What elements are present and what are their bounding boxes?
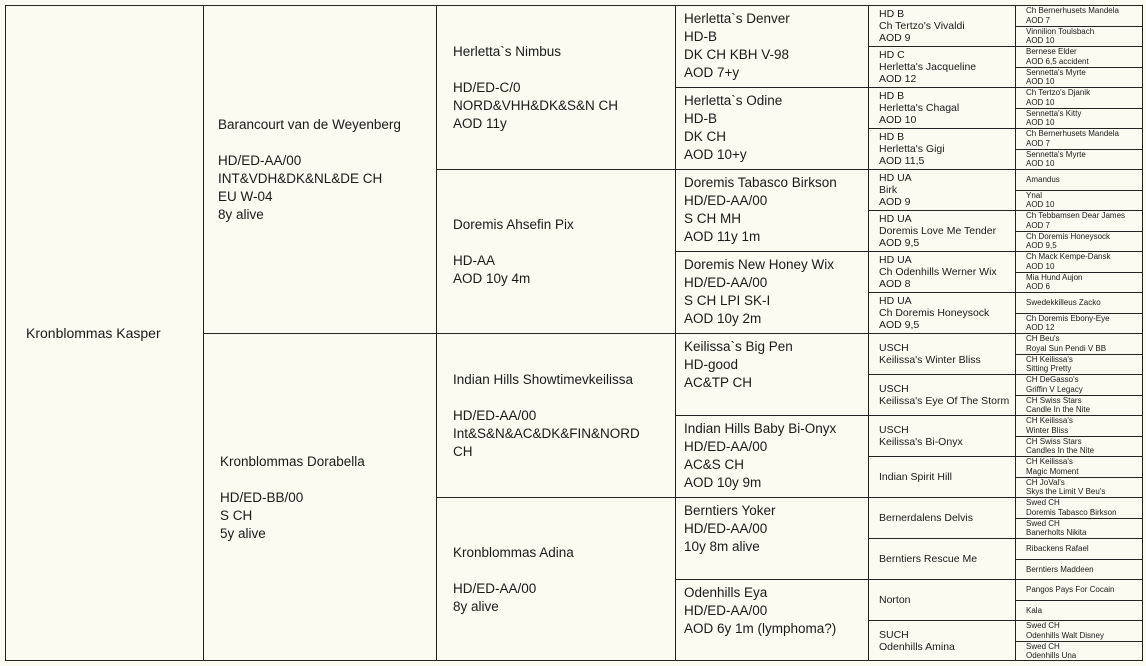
gen5-ancestor-cell: [868, 128, 1015, 169]
gen5-ancestor-text: HD B Herletta's Chagal AOD 10: [879, 90, 960, 126]
gen6-ancestor-cell: [1015, 26, 1143, 47]
gen6-ancestor-cell: [1015, 5, 1143, 26]
dam-info: HD/ED-BB/00 S CH 5y alive: [220, 489, 304, 541]
great-grandparent-cell: [675, 579, 868, 661]
great-grandparent-text: Doremis New Honey Wix HD/ED-AA/00 S CH LPI SK-I AOD 10y 2m: [684, 257, 835, 326]
great-grandparent-cell: [675, 169, 868, 251]
gen6-ancestor-text: Kala: [1026, 605, 1043, 615]
gen5-ancestor-cell: [868, 497, 1015, 538]
gen6-ancestor-cell: [1015, 292, 1143, 313]
gen6-ancestor-cell: [1015, 579, 1143, 600]
grandparent-cell: [436, 169, 675, 333]
gen5-ancestor-text: USCH Keilissa's Winter Bliss: [879, 342, 981, 366]
sire-cell: [203, 5, 436, 333]
great-grandparent-text: Keilissa`s Big Pen HD-good AC&TP CH: [684, 339, 793, 390]
gen6-ancestor-text: Swed CH Banerholts Nikita: [1026, 518, 1087, 538]
gen5-ancestor-cell: [868, 87, 1015, 128]
gen6-ancestor-cell: [1015, 497, 1143, 518]
gen5-ancestor-text: Bernerdalens Delvis: [879, 512, 973, 524]
gen6-ancestor-cell: [1015, 231, 1143, 252]
gen6-ancestor-text: Sennetta's Myrte AOD 10: [1026, 149, 1086, 169]
gen6-ancestor-text: CH Keilissa's Sitting Pretty: [1026, 354, 1073, 374]
gen5-ancestor-cell: [868, 415, 1015, 456]
gen6-ancestor-cell: [1015, 641, 1143, 662]
gen6-ancestor-cell: [1015, 190, 1143, 211]
gen6-ancestor-text: Pangos Pays For Cocain: [1026, 585, 1115, 594]
gen5-ancestor-text: USCH Keilissa's Eye Of The Storm: [879, 383, 1010, 407]
gen6-ancestor-text: CH JoVal's Skys the Limit V Beu's: [1026, 477, 1106, 497]
sire-info: HD/ED-AA/00 INT&VDH&DK&NL&DE CH EU W-04 8y alive: [218, 152, 383, 222]
gen6-ancestor-text: Swed CH Odenhills Una: [1026, 641, 1077, 661]
gen5-ancestor-text: Berntiers Rescue Me: [879, 553, 978, 565]
gen6-ancestor-text: Ch Doremis Honeysock AOD 9,5: [1026, 231, 1111, 251]
gen5-ancestor-text: HD UA Ch Odenhills Werner Wix AOD 8: [879, 254, 997, 290]
gen6-ancestor-text: Swed CH Odenhills Walt Disney: [1026, 621, 1104, 640]
gen5-ancestor-text: Norton: [879, 594, 911, 606]
gen5-ancestor-text: HD C Herletta's Jacqueline AOD 12: [879, 49, 977, 85]
gen5-ancestor-text: SUCH Odenhills Amina: [879, 629, 955, 653]
gen6-ancestor-cell: [1015, 67, 1143, 88]
gen6-ancestor-cell: [1015, 251, 1143, 272]
gen5-ancestor-text: Indian Spirit Hill: [879, 471, 952, 483]
gen5-ancestor-cell: [868, 5, 1015, 46]
great-grandparent-cell: [675, 333, 868, 415]
gen5-ancestor-cell: [868, 538, 1015, 579]
sire-name: Barancourt van de Weyenberg: [218, 116, 401, 132]
gen5-ancestor-cell: [868, 169, 1015, 210]
gen6-ancestor-text: CH Keilissa's Winter Bliss: [1026, 416, 1073, 435]
gen5-ancestor-text: USCH Keilissa's Bi-Onyx: [879, 424, 963, 448]
great-grandparent-text: Odenhills Eya HD/ED-AA/00 AOD 6y 1m (lymphoma?): [684, 585, 837, 636]
great-grandparent-text: Herletta`s Odine HD-B DK CH AOD 10+y: [684, 93, 783, 162]
gen6-ancestor-cell: [1015, 272, 1143, 293]
great-grandparent-text: Herletta`s Denver HD-B DK CH KBH V-98 AOD 7+y: [684, 11, 790, 80]
gen6-ancestor-cell: [1015, 149, 1143, 170]
gen6-ancestor-text: Vinnilion Toulsbach AOD 10: [1026, 26, 1095, 46]
gen6-ancestor-cell: [1015, 600, 1143, 621]
gen5-ancestor-text: HD UA Doremis Love Me Tender AOD 9,5: [879, 213, 997, 249]
grandparent-info: HD/ED-C/0 NORD&VHH&DK&S&N CH AOD 11y: [453, 79, 619, 131]
great-grandparent-cell: [675, 5, 868, 87]
gen6-ancestor-text: CH Beu's Royal Sun Pendi V BB: [1026, 334, 1107, 353]
gen6-ancestor-cell: [1015, 87, 1143, 108]
gen6-ancestor-cell: [1015, 395, 1143, 416]
gen5-ancestor-text: HD UA Ch Doremis Honeysock AOD 9,5: [879, 295, 990, 331]
gen6-ancestor-text: Berntiers Maddeen: [1026, 564, 1094, 574]
gen6-ancestor-text: CH DeGasso's Griffin V Legacy: [1026, 375, 1083, 394]
gen6-ancestor-text: Ribackens Rafael: [1026, 544, 1089, 553]
grandparent-name: Indian Hills Showtimevkeilissa: [453, 371, 634, 387]
gen5-ancestor-cell: [868, 46, 1015, 87]
gen6-ancestor-cell: [1015, 108, 1143, 129]
great-grandparent-cell: [675, 251, 868, 333]
gen6-ancestor-text: Ch Mack Kempe-Dansk AOD 10: [1026, 252, 1111, 271]
gen6-ancestor-text: Ch Doremis Ebony-Eye AOD 12: [1026, 313, 1110, 333]
gen6-ancestor-cell: [1015, 128, 1143, 149]
gen6-ancestor-cell: [1015, 333, 1143, 354]
gen5-ancestor-cell: [868, 620, 1015, 661]
gen5-ancestor-text: HD B Herletta's Gigi AOD 11,5: [879, 131, 945, 167]
gen5-ancestor-cell: [868, 292, 1015, 333]
great-grandparent-cell: [675, 497, 868, 579]
grandparent-cell: [436, 497, 675, 661]
gen6-ancestor-text: Ch Bernerhusets Mandela AOD 7: [1026, 129, 1119, 148]
gen6-ancestor-text: Mia Hund Aujon AOD 6: [1026, 272, 1083, 292]
gen6-ancestor-cell: [1015, 456, 1143, 477]
gen5-ancestor-cell: [868, 251, 1015, 292]
gen6-ancestor-cell: [1015, 169, 1143, 190]
gen6-ancestor-text: Swedekkilleus Zacko: [1026, 298, 1101, 307]
gen6-ancestor-cell: [1015, 415, 1143, 436]
gen6-ancestor-cell: [1015, 559, 1143, 580]
gen6-ancestor-cell: [1015, 210, 1143, 231]
grandparent-name: Herletta`s Nimbus: [453, 43, 562, 59]
gen6-ancestor-text: Ch Tertzo's Djanik AOD 10: [1026, 88, 1091, 107]
gen6-ancestor-text: CH Swiss Stars Candle In the Nite: [1026, 395, 1091, 415]
gen5-ancestor-cell: [868, 333, 1015, 374]
subject-cell: [5, 5, 203, 661]
gen5-ancestor-cell: [868, 456, 1015, 497]
gen6-ancestor-cell: [1015, 313, 1143, 334]
gen6-ancestor-cell: [1015, 620, 1143, 641]
grandparent-cell: [436, 5, 675, 169]
gen5-ancestor-cell: [868, 579, 1015, 620]
grandparent-info: HD-AA AOD 10y 4m: [453, 252, 531, 286]
gen6-ancestor-cell: [1015, 354, 1143, 375]
grandparent-info: HD/ED-AA/00 8y alive: [453, 580, 537, 614]
great-grandparent-cell: [675, 415, 868, 497]
gen6-ancestor-text: Sennetta's Kitty AOD 10: [1026, 108, 1082, 128]
gen6-ancestor-cell: [1015, 436, 1143, 457]
great-grandparent-text: Indian Hills Baby Bi-Onyx HD/ED-AA/00 AC&S CH AOD 10y 9m: [684, 421, 837, 490]
grandparent-name: Doremis Ahsefin Pix: [453, 216, 574, 232]
gen5-ancestor-text: HD UA Birk AOD 9: [879, 172, 912, 208]
gen5-ancestor-cell: [868, 210, 1015, 251]
gen6-ancestor-text: Bernese Elder AOD 6,5 accident: [1026, 47, 1089, 66]
great-grandparent-text: Doremis Tabasco Birkson HD/ED-AA/00 S CH MH AOD 11y 1m: [684, 175, 837, 244]
gen6-ancestor-text: Amandus: [1026, 175, 1060, 184]
gen6-ancestor-text: CH Keilissa's Magic Moment: [1026, 457, 1079, 476]
great-grandparent-cell: [675, 87, 868, 169]
subject-name: Kronblommas Kasper: [26, 325, 161, 341]
gen6-ancestor-text: CH Swiss Stars Candles In the Nite: [1026, 436, 1095, 456]
dam-cell: [203, 333, 436, 661]
gen5-ancestor-text: HD B Ch Tertzo's Vivaldi AOD 9: [879, 8, 965, 44]
great-grandparent-text: Berntiers Yoker HD/ED-AA/00 10y 8m alive: [684, 503, 776, 554]
gen6-ancestor-text: Ynal AOD 10: [1026, 190, 1055, 210]
gen6-ancestor-cell: [1015, 518, 1143, 539]
gen6-ancestor-text: Swed CH Doremis Tabasco Birkson: [1026, 498, 1117, 517]
gen6-ancestor-cell: [1015, 46, 1143, 67]
gen6-ancestor-text: Sennetta's Myrte AOD 10: [1026, 67, 1086, 87]
gen6-ancestor-cell: [1015, 538, 1143, 559]
gen6-ancestor-text: Ch Bernerhusets Mandela AOD 7: [1026, 6, 1119, 25]
grandparent-cell: [436, 333, 675, 497]
gen6-ancestor-text: Ch Tebbamsen Dear James AOD 7: [1026, 211, 1126, 230]
grandparent-name: Kronblommas Adina: [453, 544, 574, 560]
gen5-ancestor-cell: [868, 374, 1015, 415]
gen6-ancestor-cell: [1015, 374, 1143, 395]
grandparent-info: HD/ED-AA/00 Int&S&N&AC&DK&FIN&NORD CH: [453, 407, 640, 459]
dam-name: Kronblommas Dorabella: [220, 453, 365, 469]
gen6-ancestor-cell: [1015, 477, 1143, 498]
